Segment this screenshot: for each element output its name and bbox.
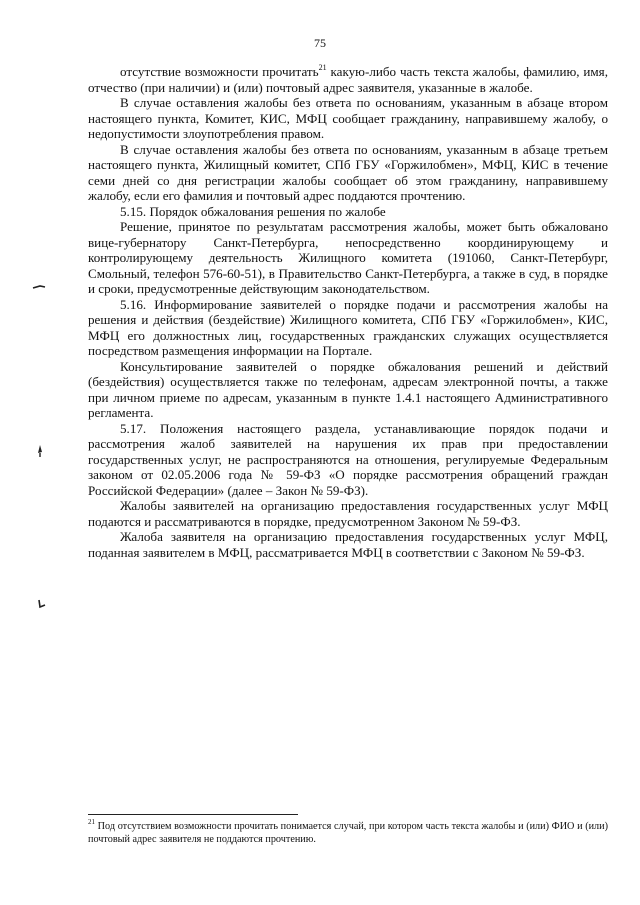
section-heading-5-15: 5.15. Порядок обжалования решения по жалобе: [120, 203, 386, 219]
footnote-reference: 21: [318, 63, 327, 72]
scan-mark-2: [35, 444, 45, 461]
scan-mark-1: [32, 282, 46, 294]
paragraph-5-16: 5.16. Информирование заявителей о порядке подачи и рассмотрения жалобы на решения и действия (бездействие) Жилищного комитета, СПб ГБУ «Горжилобмен», КИС, МФЦ его должностных лиц, государственных гражданских служащих осуществляется посредством размещения информации на Портале.: [88, 296, 608, 358]
paragraph-3: В случае оставления жалобы без ответа по основаниям, указанным в абзаце третьем настоящего пункта, Жилищный комитет, СПб ГБУ «Горжилобмен», МФЦ, КИС в течение семи дней со дня регистрации жалобы сообщает об этом гражданину, направившему жалобу, если его фамилия и почтовый адрес поддаются прочтению.: [88, 141, 608, 203]
paragraph-1: [88, 64, 608, 95]
paragraph-7: Консультирование заявителей о порядке обжалования решений и действий (бездействия) осуществляется также по телефонам, адресам электронной почты, а также при личном приеме по адресам, указанным в пункте 1.4.1 настоящего Административного регламента.: [88, 358, 608, 420]
footnote: [88, 820, 608, 846]
body-text: [88, 64, 608, 560]
scan-mark-3: [37, 598, 47, 613]
paragraph-9: Жалобы заявителей на организацию предоставления государственных услуг МФЦ подаются и рассматриваются в порядке, предусмотренном Законом № 59-ФЗ.: [88, 498, 608, 529]
paragraph-2: В случае оставления жалобы без ответа по основаниям, указанным в абзаце втором настоящего пункта, Комитет, КИС, МФЦ сообщает гражданину, направившему жалобу, о недопустимости злоупотребления правом.: [88, 95, 608, 141]
paragraph-10: Жалоба заявителя на организацию предоставления государственных услуг МФЦ, поданная заявителем в МФЦ, рассматривается МФЦ в соответствии с Законом № 59-ФЗ.: [88, 529, 608, 560]
paragraph-5-17: 5.17. Положения настоящего раздела, устанавливающие порядок подачи и рассмотрения жалоб заявителей на нарушения их прав при предоставлении государственных услуг, не распространяются на отношения, регулируемые Федеральным законом от 02.05.2006 года № 59-ФЗ «О порядке рассмотрения обращений граждан Российской Федерации» (далее – Закон № 59-ФЗ).: [88, 420, 608, 498]
footnote-number: 21: [88, 818, 95, 826]
footnote-text: Под отсутствием возможности прочитать понимается случай, при котором часть текста жалобы и (или) ФИО и (или) почтовый адрес заявителя не поддаются прочтению.: [88, 821, 608, 845]
page-number: 75: [314, 36, 326, 50]
footnote-divider: [88, 814, 298, 815]
paragraph-5: Решение, принятое по результатам рассмотрения жалобы, может быть обжаловано вице-губернатору Санкт-Петербурга, непосредственно координирующему и контролирующему деятельность Жилищного комитета (191060, Санкт-Петербург, Смольный, телефон 576-60-51), в Правительство Санкт-Петербурга, а также в суд, в порядке и сроки, предусмотренные действующим законодательством.: [88, 219, 608, 296]
paragraph-1-start: отсутствие возможности прочитать: [120, 64, 319, 79]
paragraph-1-rest: какую-либо часть текста жалобы, фамилию, имя, отчество (при наличии) и (или) почтовый адрес заявителя, указанные в жалобе.: [88, 64, 608, 95]
